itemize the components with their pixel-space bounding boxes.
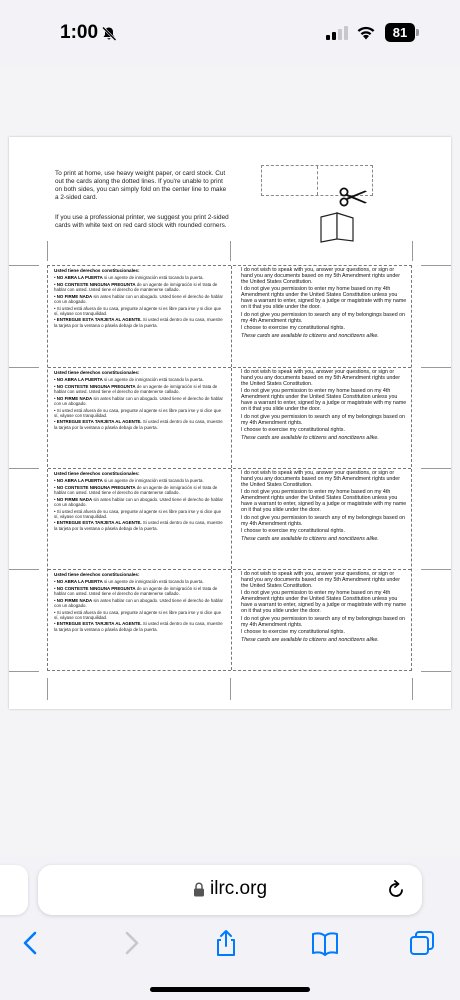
card-spanish-item-bold: NO FIRME NADA: [56, 597, 93, 603]
card-spanish-item-text: Si usted está dentro de su casa, muestre la tarjeta por la ventana o pásela debajo de la puerta.: [54, 520, 223, 531]
card-spanish-item-text: de un agente de inmigración si el trata de hablar con usted. Usted tiene el derecho de mantenerse callado.: [54, 586, 218, 597]
card-spanish-item-text: sin antes hablar con un abogado. Usted tiene el derecho de hablar con un abogado.: [54, 496, 223, 507]
crop-mark: [421, 569, 451, 570]
card-english-item: I do not give you permission to search any of my belongings based on my 4th Amendment rights.: [241, 514, 406, 527]
card-spanish-item-text: Si usted está afuera de su casa, pregunte al agente si es libre para irse y si dice que sí, váyase con tranquilidad.: [54, 407, 222, 418]
intro-print-home: To print at home, use heavy weight paper, or card stock. Cut out the cards along the dotted lines. If you're unable to print on both sides, you can simply fold on the center line to make a 2-sided card.: [55, 170, 227, 201]
card-spanish-item-bold: NO CONTESTE NINGUNA PREGUNTA: [56, 485, 136, 491]
rights-cards-sheet: [47, 265, 412, 671]
card-spanish-item: • NO FIRME NADA sin antes hablar con un abogado. Usted tiene el derecho de hablar con un abogado.: [54, 597, 223, 608]
card-english-side: [231, 266, 413, 367]
card-spanish-item: • NO ABRA LA PUERTA si un agente de inmigración está tocando la puerta.: [54, 275, 204, 281]
card-spanish-item-bold: NO ABRA LA PUERTA: [56, 478, 103, 484]
card-spanish-item-text: si un agente de inmigración está tocando la puerta.: [102, 377, 204, 383]
card-spanish-item: • ENTREGUE ESTA TARJETA AL AGENTE. Si usted está dentro de su casa, muestre la tarjeta por la ventana o pásela debajo de la puerta.: [54, 520, 223, 531]
card-spanish-item-bold: ENTREGUE ESTA TARJETA AL AGENTE.: [56, 621, 142, 627]
card-spanish-item-bold: NO FIRME NADA: [56, 496, 93, 502]
signal-icon: [326, 26, 348, 40]
card-english-side: [231, 570, 413, 670]
card-english-footer: These cards are available to citizens and noncitizens alike.: [241, 434, 379, 441]
card-spanish-item: • Si usted está afuera de su casa, pregunte al agente si es libre para irse y si dice que sí, váyase con tranquilidad.: [54, 407, 222, 418]
card-spanish-item: • NO CONTESTE NINGUNA PREGUNTA de un agente de inmigración si el trata de hablar con usted. Usted tiene el derecho de mantenerse callado.: [54, 384, 218, 395]
browser-bottom-bar: [0, 856, 460, 1000]
crop-mark: [412, 678, 413, 700]
card-spanish-item-text: Si usted está dentro de su casa, muestre la tarjeta por la ventana o pásela debajo de la puerta.: [54, 419, 223, 430]
card-spanish-item-text: si un agente de inmigración está tocando la puerta.: [102, 579, 204, 585]
card-spanish-title: Usted tiene derechos constitucionales:: [54, 370, 140, 375]
card-spanish-item-bold: ENTREGUE ESTA TARJETA AL AGENTE.: [56, 520, 142, 526]
crop-mark: [230, 241, 231, 261]
card-spanish-item: • ENTREGUE ESTA TARJETA AL AGENTE. Si usted está dentro de su casa, muestre la tarjeta por la ventana o pásela debajo de la puerta.: [54, 419, 223, 430]
card-spanish-item-text: sin antes hablar con un abogado. Usted tiene el derecho de hablar con un abogado.: [54, 395, 223, 406]
card-english-item: I do not wish to speak with you, answer your questions, or sign or hand you any documents based on my 5th Amendment rights under the United States Constitution.: [241, 267, 401, 285]
card-spanish-title: Usted tiene derechos constitucionales:: [54, 471, 140, 476]
card-spanish-item-text: sin antes hablar con un abogado. Usted tiene el derecho de hablar con un abogado.: [54, 597, 223, 608]
card-english-footer: These cards are available to citizens and noncitizens alike.: [241, 332, 379, 339]
card-spanish-item: • Si usted está afuera de su casa, pregunte al agente si es libre para irse y si dice que sí, váyase con tranquilidad.: [54, 609, 222, 620]
card-spanish-item-text: Si usted está afuera de su casa, pregunte al agente si es libre para irse y si dice que sí, váyase con tranquilidad.: [54, 305, 222, 316]
card-spanish-item-bold: ENTREGUE ESTA TARJETA AL AGENTE.: [56, 317, 142, 323]
card-english-item: I do not give you permission to enter my home based on my 4th Amendment rights under the United States Constitution unless you have a warrant to enter, signed by a judge or magistrate with my name on it that you slide under the door.: [241, 590, 407, 615]
card-spanish-side: [48, 570, 231, 670]
card-english-item: I do not wish to speak with you, answer your questions, or sign or hand you any documents based on my 5th Amendment rights under the United States Constitution.: [241, 470, 401, 488]
share-icon[interactable]: [212, 929, 240, 957]
card-spanish-side: [48, 266, 231, 367]
bell-slash-icon: [101, 26, 117, 42]
scissors-icon: [338, 187, 368, 207]
card-spanish-item-text: sin antes hablar con un abogado. Usted tiene el derecho de hablar con un abogado.: [54, 293, 223, 304]
crop-mark: [9, 569, 39, 570]
card-spanish-item: • NO ABRA LA PUERTA si un agente de inmigración está tocando la puerta.: [54, 579, 204, 585]
card-spanish-item-text: de un agente de inmigración si el trata de hablar con usted. Usted tiene el derecho de mantenerse callado.: [54, 485, 218, 496]
crop-mark: [47, 678, 48, 700]
forward-icon[interactable]: [117, 929, 145, 957]
card-english-side: [231, 469, 413, 569]
back-icon[interactable]: [17, 929, 45, 957]
card-spanish-item: • NO CONTESTE NINGUNA PREGUNTA de un agente de inmigración si el trata de hablar con usted. Usted tiene el derecho de mantenerse callado.: [54, 586, 218, 597]
card-spanish-item: • ENTREGUE ESTA TARJETA AL AGENTE. Si usted está dentro de su casa, muestre la tarjeta por la ventana o pásela debajo de la puerta.: [54, 317, 223, 328]
url-text[interactable]: ilrc.org: [210, 878, 268, 899]
crop-mark: [9, 265, 39, 266]
card-spanish-item: • NO ABRA LA PUERTA si un agente de inmigración está tocando la puerta.: [54, 377, 204, 383]
card-spanish-item-text: de un agente de inmigración si el trata de hablar con usted. Usted tiene el derecho de mantenerse callado.: [54, 282, 218, 293]
card-spanish-item-bold: NO ABRA LA PUERTA: [56, 377, 103, 383]
card-english-item: I do not wish to speak with you, answer your questions, or sign or hand you any documents based on my 5th Amendment rights under the United States Constitution.: [241, 369, 401, 387]
card-spanish-item-bold: NO ABRA LA PUERTA: [56, 275, 103, 281]
card-spanish-item-bold: NO CONTESTE NINGUNA PREGUNTA: [56, 384, 136, 390]
card-english-item: I do not give you permission to enter my home based on my 4th Amendment rights under the United States Constitution unless you have a warrant to enter, signed by a judge or magistrate with my name on it that you slide under the door.: [241, 388, 407, 413]
crop-mark: [421, 367, 451, 368]
card-spanish-title: Usted tiene derechos constitucionales:: [54, 268, 140, 273]
pdf-page: [9, 137, 451, 709]
battery-indicator: 81: [385, 23, 415, 42]
card-english-item: I choose to exercise my constitutional rights.: [241, 528, 345, 535]
card-english-item: I choose to exercise my constitutional rights.: [241, 629, 345, 636]
card-spanish-item-text: Si usted está afuera de su casa, pregunte al agente si es libre para irse y si dice que sí, váyase con tranquilidad.: [54, 609, 222, 620]
wifi-icon: [356, 24, 376, 40]
rights-card: [48, 569, 411, 670]
reload-icon[interactable]: [386, 880, 406, 900]
card-spanish-item-bold: NO CONTESTE NINGUNA PREGUNTA: [56, 586, 136, 592]
rights-card: [48, 266, 411, 367]
card-english-item: I choose to exercise my constitutional rights.: [241, 325, 345, 332]
folded-card-icon: [318, 211, 356, 243]
card-spanish-item-bold: ENTREGUE ESTA TARJETA AL AGENTE.: [56, 419, 142, 425]
card-english-footer: These cards are available to citizens and noncitizens alike.: [241, 535, 379, 542]
card-spanish-item: • Si usted está afuera de su casa, pregunte al agente si es libre para irse y si dice que sí, váyase con tranquilidad.: [54, 305, 222, 316]
crop-mark: [421, 671, 451, 672]
battery-tip: [416, 29, 419, 36]
card-english-item: I do not give you permission to enter my home based on my 4th Amendment rights under the United States Constitution unless you have a warrant to enter, signed by a judge or magistrate with my name on it that you slide under the door.: [241, 286, 407, 311]
crop-mark: [412, 241, 413, 261]
card-spanish-side: [48, 368, 231, 468]
card-spanish-item-text: si un agente de inmigración está tocando la puerta.: [102, 275, 204, 281]
intro-pro-printer: If you use a professional printer, we suggest you print 2-sided cards with white text on red card stock with rounded corners.: [55, 214, 229, 229]
tabs-icon[interactable]: [408, 929, 436, 957]
card-spanish-side: [48, 469, 231, 569]
card-spanish-item: • NO CONTESTE NINGUNA PREGUNTA de un agente de inmigración si el trata de hablar con usted. Usted tiene el derecho de mantenerse callado.: [54, 485, 218, 496]
crop-mark: [421, 265, 451, 266]
card-english-footer: These cards are available to citizens and noncitizens alike.: [241, 636, 379, 643]
crop-mark: [47, 241, 48, 261]
card-spanish-item: • NO FIRME NADA sin antes hablar con un abogado. Usted tiene el derecho de hablar con un abogado.: [54, 293, 223, 304]
card-spanish-item-text: Si usted está dentro de su casa, muestre la tarjeta por la ventana o pásela debajo de la puerta.: [54, 317, 223, 328]
status-time: 1:00: [60, 22, 99, 43]
card-english-item: I do not give you permission to search any of my belongings based on my 4th Amendment rights.: [241, 413, 406, 426]
card-english-item: I do not give you permission to search any of my belongings based on my 4th Amendment rights.: [241, 615, 406, 628]
card-spanish-item-bold: NO FIRME NADA: [56, 395, 93, 401]
card-spanish-item-text: Si usted está dentro de su casa, muestre la tarjeta por la ventana o pásela debajo de la puerta.: [54, 621, 223, 632]
card-spanish-item-text: de un agente de inmigración si el trata de hablar con usted. Usted tiene el derecho de mantenerse callado.: [54, 384, 218, 395]
card-spanish-item-text: Si usted está afuera de su casa, pregunte al agente si es libre para irse y si dice que sí, váyase con tranquilidad.: [54, 508, 222, 519]
card-english-item: I do not wish to speak with you, answer your questions, or sign or hand you any documents based on my 5th Amendment rights under the United States Constitution.: [241, 571, 401, 589]
card-spanish-item: • NO CONTESTE NINGUNA PREGUNTA de un agente de inmigración si el trata de hablar con usted. Usted tiene el derecho de mantenerse callado.: [54, 282, 218, 293]
rights-card: [48, 468, 411, 569]
crop-mark: [230, 678, 231, 700]
crop-mark: [9, 468, 39, 469]
card-spanish-item: • NO ABRA LA PUERTA si un agente de inmigración está tocando la puerta.: [54, 478, 204, 484]
card-spanish-item: • Si usted está afuera de su casa, pregunte al agente si es libre para irse y si dice que sí, váyase con tranquilidad.: [54, 508, 222, 519]
home-indicator: [150, 987, 310, 992]
rights-card: [48, 367, 411, 468]
card-spanish-item-bold: NO CONTESTE NINGUNA PREGUNTA: [56, 282, 136, 288]
card-spanish-item-bold: NO ABRA LA PUERTA: [56, 579, 103, 585]
card-english-side: [231, 368, 413, 468]
document-viewer[interactable]: [0, 66, 460, 856]
card-english-item: I do not give you permission to enter my home based on my 4th Amendment rights under the United States Constitution unless you have a warrant to enter, signed by a judge or magistrate with my name on it that you slide under the door.: [241, 489, 407, 514]
bookmarks-icon[interactable]: [311, 929, 339, 957]
card-spanish-item: • NO FIRME NADA sin antes hablar con un abogado. Usted tiene el derecho de hablar con un abogado.: [54, 395, 223, 406]
crop-mark: [421, 468, 451, 469]
card-english-item: I choose to exercise my constitutional rights.: [241, 427, 345, 434]
card-spanish-item: • ENTREGUE ESTA TARJETA AL AGENTE. Si usted está dentro de su casa, muestre la tarjeta por la ventana o pásela debajo de la puerta.: [54, 621, 223, 632]
card-spanish-item: • NO FIRME NADA sin antes hablar con un abogado. Usted tiene el derecho de hablar con un abogado.: [54, 496, 223, 507]
crop-mark: [9, 367, 39, 368]
card-spanish-item-bold: NO FIRME NADA: [56, 293, 93, 299]
previous-tab-preview[interactable]: [0, 865, 28, 915]
crop-mark: [9, 671, 39, 672]
address-bar[interactable]: [38, 865, 422, 915]
card-spanish-title: Usted tiene derechos constitucionales:: [54, 572, 140, 577]
card-spanish-item-text: si un agente de inmigración está tocando la puerta.: [102, 478, 204, 484]
lock-icon: [193, 882, 205, 897]
card-english-item: I do not give you permission to search any of my belongings based on my 4th Amendment rights.: [241, 311, 406, 324]
status-bar: [0, 0, 460, 66]
